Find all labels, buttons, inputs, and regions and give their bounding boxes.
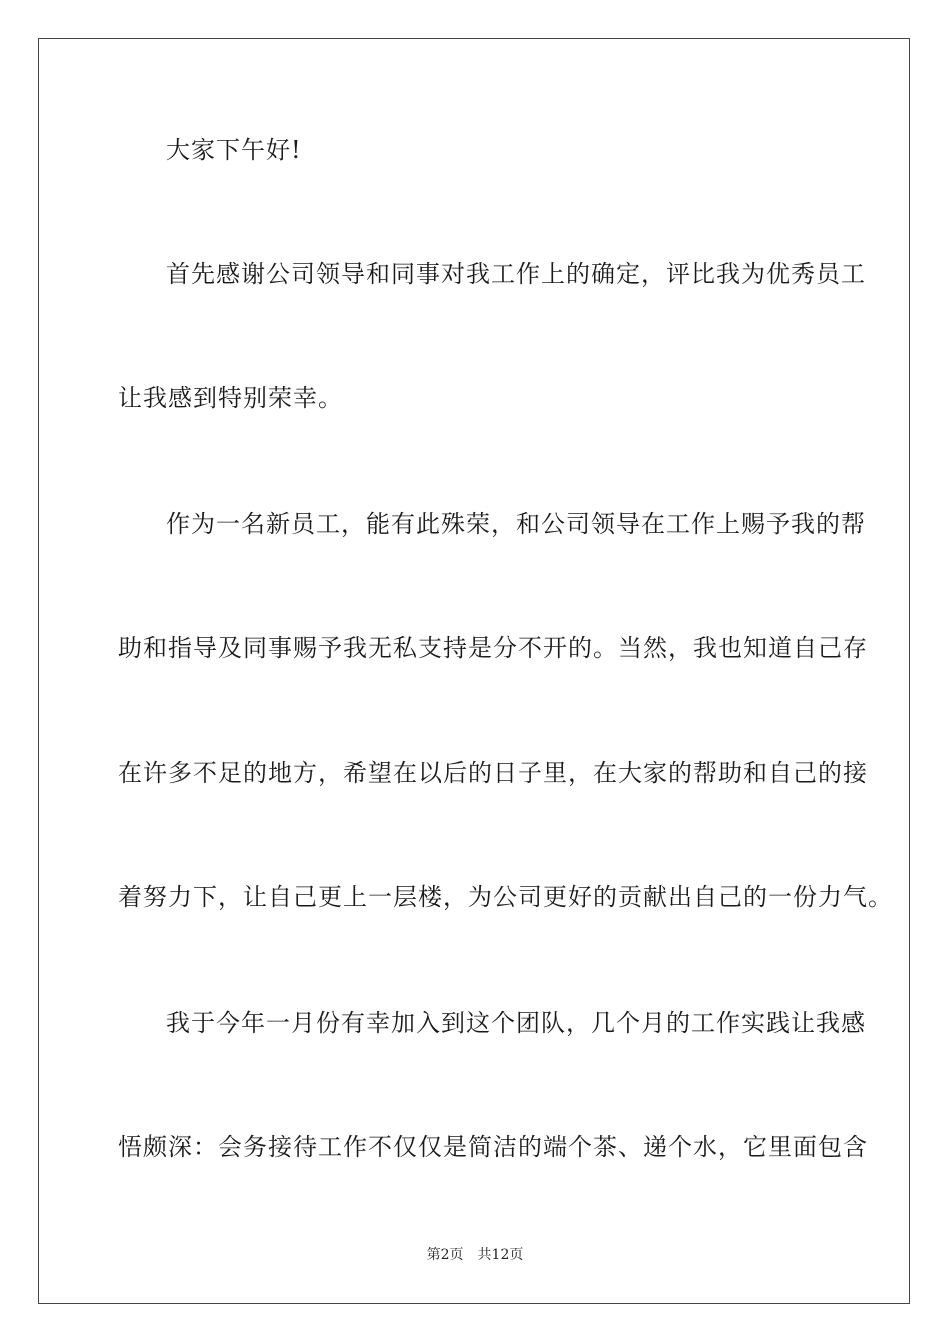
text-line: 悟颇深：会务接待工作不仅仅是简洁的端个茶、递个水，它里面包含 bbox=[118, 1133, 868, 1161]
page-border bbox=[38, 38, 910, 1304]
page-number-total: 共12页 bbox=[477, 1247, 524, 1263]
text-line: 作为一名新员工，能有此殊荣，和公司领导在工作上赐予我的帮 bbox=[166, 510, 866, 538]
text-line: 首先感谢公司领导和同事对我工作上的确定，评比我为优秀员工 bbox=[166, 260, 866, 288]
text-line: 让我感到特别荣幸。 bbox=[118, 384, 343, 412]
text-line: 着努力下，让自己更上一层楼，为公司更好的贡献出自己的一份力气。 bbox=[118, 883, 893, 911]
text-line: 我于今年一月份有幸加入到这个团队，几个月的工作实践让我感 bbox=[166, 1009, 866, 1037]
text-line: 大家下午好! bbox=[166, 136, 302, 164]
text-line: 在许多不足的地方，希望在以后的日子里，在大家的帮助和自己的接 bbox=[118, 759, 868, 787]
page-number-current: 第2页 bbox=[426, 1247, 464, 1263]
text-line: 助和指导及同事赐予我无私支持是分不开的。当然，我也知道自己存 bbox=[118, 634, 868, 662]
page-footer bbox=[0, 1246, 950, 1264]
